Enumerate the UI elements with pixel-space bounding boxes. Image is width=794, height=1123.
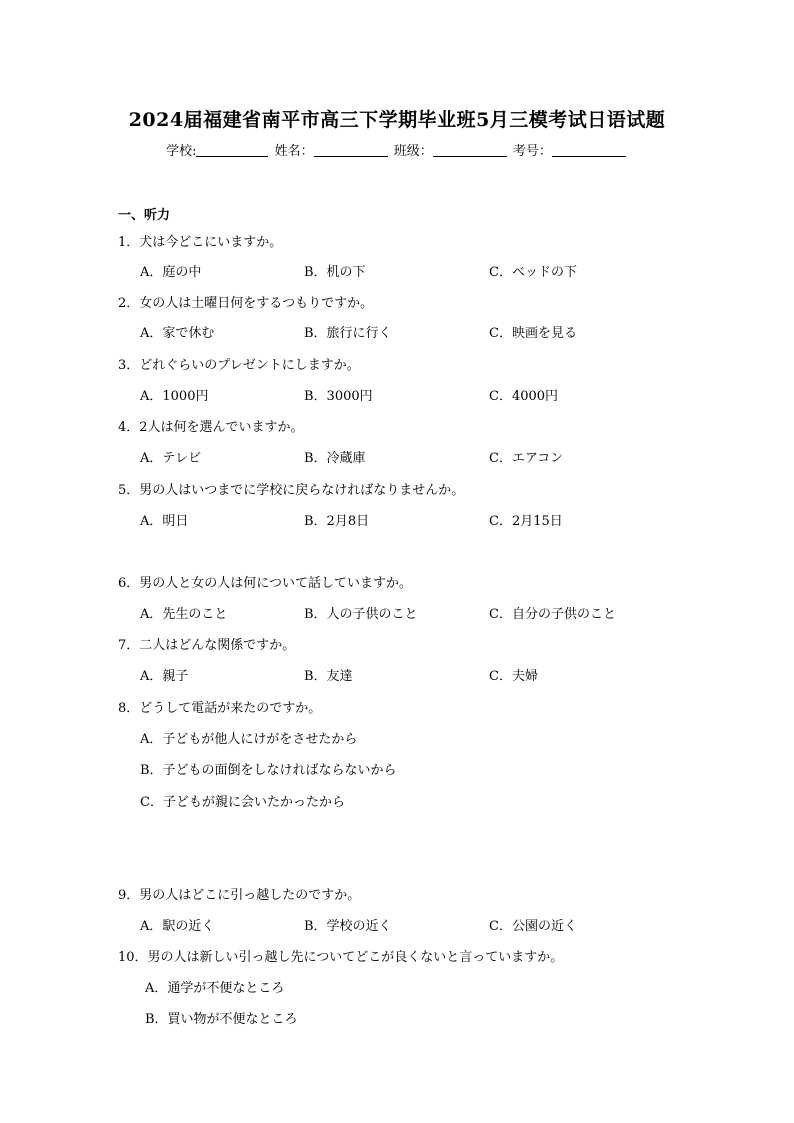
question-9-option-a: A．駅の近く: [140, 919, 215, 934]
question-8-option-c: C．子どもが親に会いたかったから: [140, 795, 345, 810]
question-2: 2．女の人は土曜日何をするつもりですか。: [118, 296, 374, 311]
question-4-option-c: C．エアコン: [489, 451, 564, 466]
question-9-option-b: B．学校の近く: [304, 919, 392, 934]
question-4: 4．2人は何を選んでいますか。: [118, 420, 304, 435]
question-4-option-b: B．冷蔵庫: [304, 451, 366, 466]
question-4-option-a: A．テレビ: [140, 451, 202, 466]
question-7: 7．二人はどんな関係ですか。: [118, 638, 296, 653]
question-9: 9．男の人はどこに引っ越したのですか。: [118, 888, 361, 903]
question-1-option-b: B．机の下: [304, 265, 366, 280]
name-label: 姓名：: [274, 144, 314, 159]
question-5-option-c: C．2月15日: [489, 514, 563, 529]
question-3-option-c: C．4000円: [489, 389, 559, 404]
question-8-option-b: B．子どもの面倒をしなければならないから: [140, 763, 397, 778]
question-10: 10．男の人は新しい引っ越し先についてどこが良くないと言っていますか。: [118, 950, 564, 965]
question-1-option-a: A．庭の中: [140, 265, 202, 280]
question-5-option-a: A．明日: [140, 514, 189, 529]
school-blank[interactable]: [196, 142, 268, 157]
question-2-option-a: A．家で休む: [140, 326, 215, 341]
question-6: 6．男の人と女の人は何について話していますか。: [118, 576, 413, 591]
number-blank[interactable]: [552, 142, 626, 157]
question-8-option-a: A．子どもが他人にけがをさせたから: [140, 732, 358, 747]
class-label: 班级：: [393, 144, 433, 159]
question-8: 8．どうして電話が来たのですか。: [118, 701, 322, 716]
question-1-option-c: C．ベッドの下: [489, 265, 577, 280]
question-3: 3．どれぐらいのプレゼントにしますか。: [118, 358, 360, 373]
question-3-option-b: B．3000円: [304, 389, 373, 404]
question-7-option-c: C．夫婦: [489, 669, 538, 684]
class-blank[interactable]: [433, 142, 507, 157]
exam-title: 2024届福建省南平市高三下学期毕业班5月三模考试日语试题: [128, 109, 666, 131]
question-3-option-a: A．1000円: [140, 389, 209, 404]
question-7-option-b: B．友達: [304, 669, 353, 684]
question-2-option-c: C．映画を見る: [489, 326, 577, 341]
name-blank[interactable]: [314, 142, 388, 157]
section-title-listening: 一、听力: [118, 208, 171, 223]
question-6-option-b: B．人の子供のこと: [304, 607, 418, 622]
school-label: 学校:: [166, 144, 197, 159]
question-7-option-a: A．親子: [140, 669, 189, 684]
student-info-row: [0, 140, 794, 159]
number-label: 考号：: [512, 144, 552, 159]
question-5: 5．男の人はいつまでに学校に戻らなければなりませんか。: [118, 483, 465, 498]
question-6-option-c: C．自分の子供のこと: [489, 607, 616, 622]
question-10-option-b: B．買い物が不便なところ: [145, 1012, 298, 1027]
question-6-option-a: A．先生のこと: [140, 607, 228, 622]
question-10-option-a: A．通学が不便なところ: [145, 981, 285, 996]
question-9-option-c: C．公園の近く: [489, 919, 577, 934]
question-1: 1．犬は今どこにいますか。: [118, 235, 283, 250]
question-2-option-b: B．旅行に行く: [304, 326, 392, 341]
question-5-option-b: B．2月8日: [304, 514, 370, 529]
